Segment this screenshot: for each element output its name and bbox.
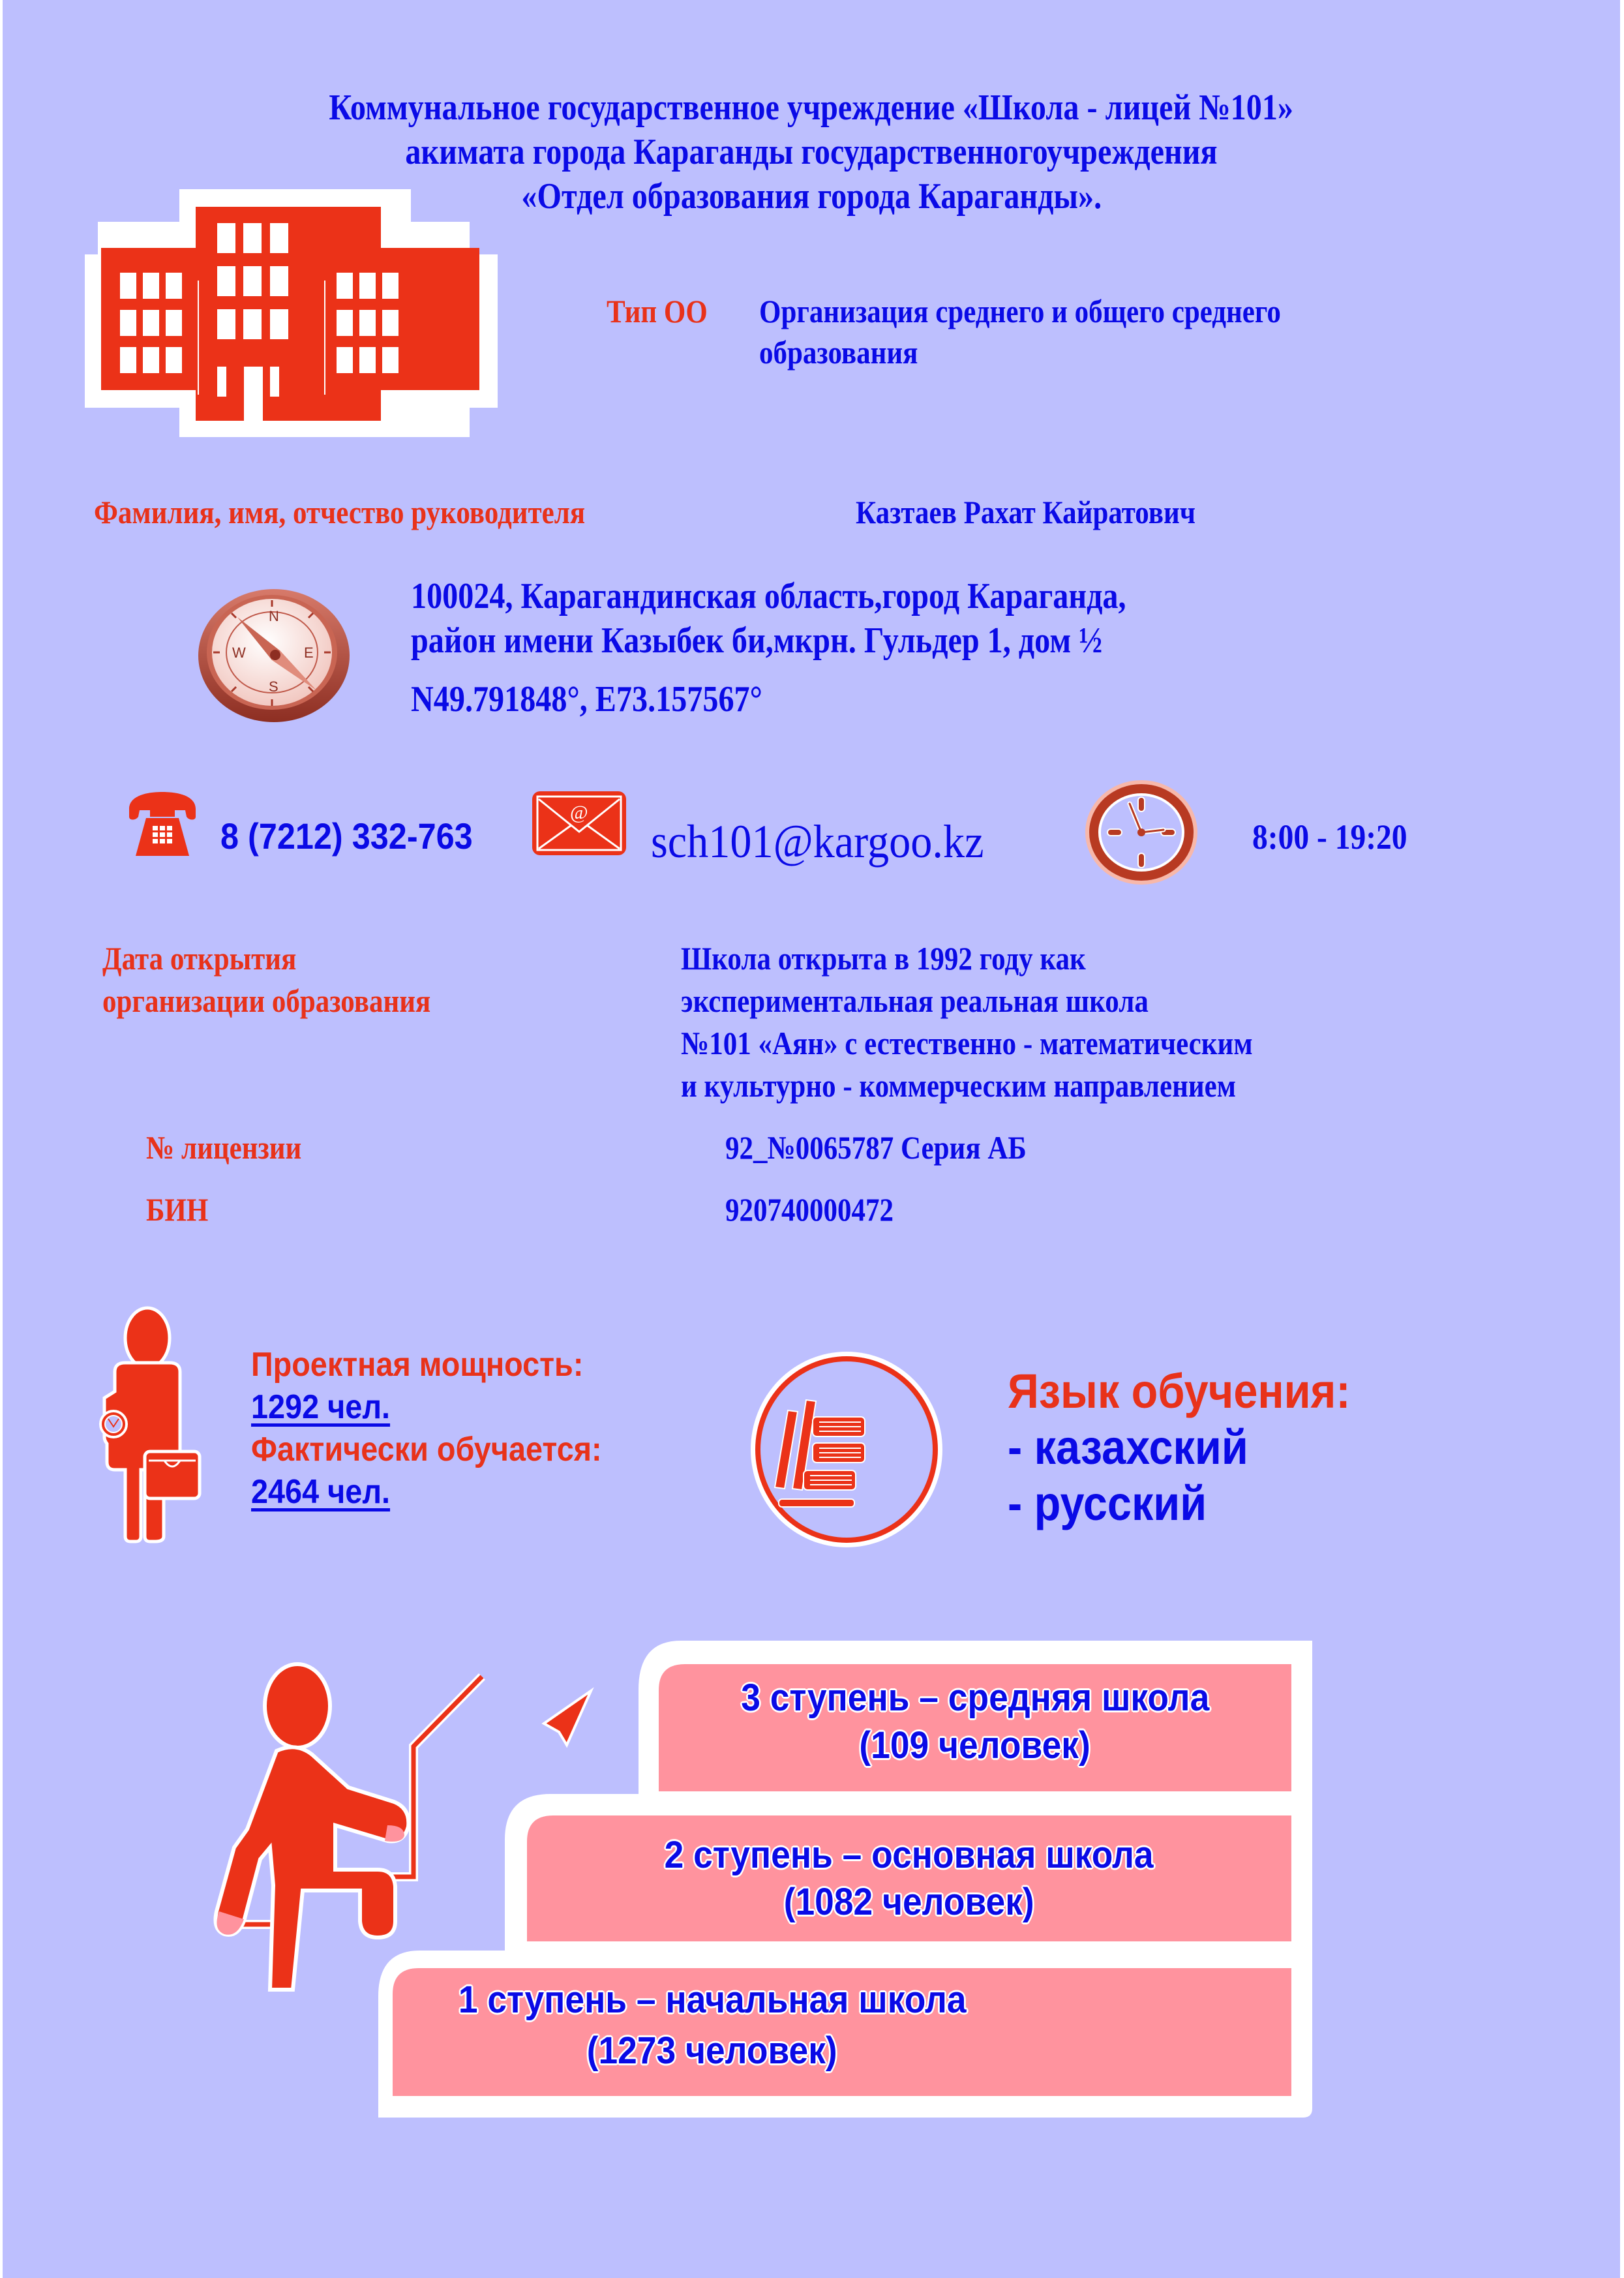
coordinates: N49.791848°, E73.157567°	[411, 679, 762, 720]
step-1-title: 1 ступень – начальная школа	[458, 1979, 967, 2021]
header-line-2: акимата города Караганды государственногоучреждения	[405, 132, 1218, 172]
opening-text-line-3: №101 «Аян» с естественно - математическим	[681, 1025, 1253, 1061]
infographic-page	[3, 0, 1620, 2278]
envelope-at-glyph: @	[570, 802, 588, 823]
phone-number[interactable]: 8 (7212) 332-763	[220, 815, 473, 857]
bin-label: БИН	[146, 1191, 209, 1228]
climbing-stairs-icon	[205, 1663, 603, 1937]
language-heading: Язык обучения:	[1008, 1364, 1351, 1418]
opening-text-line-1: Школа открыта в 1992 году как	[681, 940, 1086, 977]
language-kazakh: - казахский	[1008, 1420, 1248, 1474]
compass-letter-e: E	[304, 645, 314, 661]
compass-letter-w: W	[232, 645, 246, 661]
director-name: Казтаев Рахат Кайратович	[856, 494, 1195, 530]
step-3-title: 3 ступень – средняя школа	[740, 1677, 1210, 1719]
opening-label-line-1: Дата открытия	[102, 940, 297, 977]
email-address[interactable]: sch101@kargoo.kz	[651, 815, 984, 868]
compass-letter-n: N	[269, 608, 279, 624]
opening-text-line-2: экспериментальная реальная школа	[681, 982, 1149, 1019]
license-value: 92_№0065787 Серия АБ	[725, 1129, 1027, 1166]
address-line-2: район имени Казыбек би,мкрн. Гульдер 1, дом ½	[411, 620, 1103, 661]
compass-letter-s: S	[269, 678, 278, 695]
language-russian: - русский	[1008, 1476, 1207, 1530]
address-line-1: 100024, Карагандинская область,город Караганда,	[411, 576, 1126, 616]
org-type-value-line-1: Организация среднего и общего среднего	[759, 293, 1281, 329]
org-type-value-line-2: образования	[759, 334, 918, 371]
step-2-count: (1082 человек)	[783, 1881, 1034, 1923]
opening-text-line-4: и культурно - коммерческим направлением	[681, 1067, 1237, 1104]
design-capacity-label: Проектная мощность:	[251, 1346, 584, 1384]
opening-label-line-2: организации образования	[102, 982, 431, 1019]
bin-value: 920740000472	[725, 1191, 894, 1228]
design-capacity-value: 1292 чел.	[251, 1388, 391, 1426]
actual-enrollment-value: 2464 чел.	[251, 1473, 391, 1511]
actual-enrollment-label: Фактически обучается:	[251, 1431, 602, 1468]
org-type-label: Тип ОО	[607, 293, 708, 329]
director-label: Фамилия, имя, отчество руководителя	[94, 494, 586, 530]
license-label: № лицензии	[146, 1129, 302, 1166]
step-1-count: (1273 человек)	[586, 2029, 837, 2072]
header-line-1: Коммунальное государственное учреждение «Школа - лицей №101»	[329, 87, 1294, 128]
working-hours: 8:00 - 19:20	[1252, 817, 1407, 857]
header-line-3: «Отдел образования города Караганды».	[521, 176, 1102, 217]
step-2-title: 2 ступень – основная школа	[665, 1834, 1154, 1876]
step-3-count: (109 человек)	[859, 1724, 1091, 1767]
